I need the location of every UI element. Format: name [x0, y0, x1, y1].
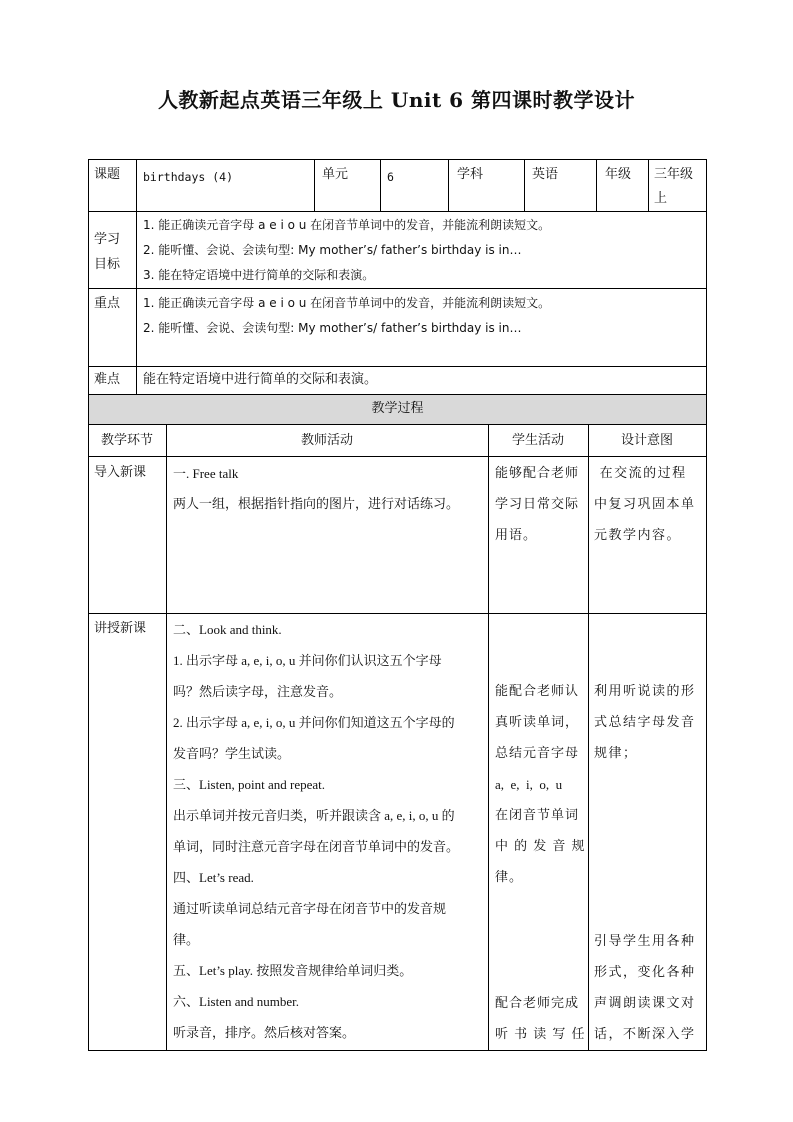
- objectives-label-line1: 学习: [94, 232, 121, 247]
- intent-line: 声调朗读课文对: [594, 996, 696, 1011]
- student-line: a, e, i, o, u: [495, 777, 563, 792]
- intent-line: 中复习巩固本单: [594, 497, 696, 512]
- teacher-line: 出示单词并按元音归类，听并跟读含 a, e, i, o, u 的: [173, 808, 455, 823]
- difficulty-label: 难点: [94, 372, 121, 387]
- student-line: 能够配合老师: [495, 466, 580, 481]
- student-line: 中 的 发 音 规: [495, 839, 586, 854]
- teacher-line: 律。: [173, 932, 200, 947]
- teacher-line: 1. 出示字母 a, e, i, o, u 并问你们认识这五个字母: [173, 653, 442, 668]
- teacher-line: 五、Let’s play. 按照发音规律给单词归类。: [173, 963, 413, 978]
- stage-intro: 导入新课: [94, 465, 147, 480]
- grade-label: 年级: [605, 167, 632, 182]
- teacher-line: 2. 出示字母 a, e, i, o, u 并问你们知道这五个字母的: [173, 715, 455, 730]
- teacher-activity-intro: [173, 458, 459, 520]
- design-intent-intro: [594, 458, 696, 551]
- subject-label: 学科: [457, 167, 484, 182]
- student-line: 用语。: [495, 528, 538, 543]
- topic-label: 课题: [94, 167, 121, 182]
- student-line: 能配合老师认: [495, 684, 580, 699]
- objective-item: 3. 能在特定语境中进行简单的交际和表演。: [143, 268, 375, 282]
- student-line: 律。: [495, 870, 524, 885]
- intent-line: 元教学内容。: [594, 528, 682, 543]
- student-activity-intro: [495, 458, 579, 551]
- teacher-line: 六、Listen and number.: [173, 994, 300, 1009]
- teacher-line: 三、Listen, point and repeat.: [173, 777, 325, 792]
- student-line: 在闭音节单词: [495, 808, 580, 823]
- col-header-student: 学生活动: [511, 433, 564, 448]
- teacher-activity-new: [173, 614, 459, 1048]
- teacher-line: 二、Look and think.: [173, 622, 282, 637]
- intent-line: 利用听说读的形: [594, 684, 696, 699]
- teacher-line: 两人一组，根据指针指向的图片，进行对话练习。: [173, 497, 460, 512]
- topic-value: birthdays (4): [143, 170, 234, 184]
- teacher-line: 听录音，排序。然后核对答案。: [173, 1025, 356, 1040]
- key-point-item: 1. 能正确读元音字母 a e i o u 在闭音节单词中的发音，并能流利朗读短文。: [143, 296, 551, 310]
- teacher-line: 四、Let’s read.: [173, 870, 254, 885]
- student-activity-new-b: [495, 988, 586, 1050]
- student-line: 总结元音字母: [495, 746, 580, 761]
- intent-line: 式总结字母发音: [594, 715, 696, 730]
- intent-line: 话，不断深入学: [594, 1027, 696, 1042]
- stage-new-lesson: 讲授新课: [94, 621, 147, 636]
- teacher-line: 单词，同时注意元音字母在闭音节单词中的发音。: [173, 839, 460, 854]
- student-line: 真听读单词，: [495, 715, 580, 730]
- objectives-label-line2: 目标: [94, 257, 121, 272]
- teacher-line: 一. Free talk: [173, 466, 239, 481]
- design-intent-new-b: [594, 926, 696, 1050]
- teacher-line: 发音吗？学生试读。: [173, 746, 291, 761]
- student-line: 配合老师完成: [495, 996, 580, 1011]
- key-point-item: 2. 能听懂、会说、会读句型: My mother’s/ father’s birthday is in…: [143, 321, 522, 335]
- intent-line: 在交流的过程: [594, 466, 687, 481]
- col-header-teacher: 教师活动: [300, 433, 353, 448]
- grade-value-line2: 上: [654, 191, 668, 206]
- intent-line: 引导学生用各种: [594, 934, 696, 949]
- intent-line: 规律；: [594, 746, 638, 761]
- grade-value-line1: 三年级: [654, 167, 694, 182]
- student-line: 学习日常交际: [495, 497, 580, 512]
- process-title: 教学过程: [371, 401, 424, 416]
- unit-label: 单元: [322, 167, 349, 182]
- teacher-line: 吗？然后读字母，注意发音。: [173, 684, 343, 699]
- difficulty-text: 能在特定语境中进行简单的交际和表演。: [143, 372, 378, 387]
- objective-item: 2. 能听懂、会说、会读句型: My mother’s/ father’s birthday is in…: [143, 243, 522, 257]
- page-title: 人教新起点英语三年级上 Unit 6 第四课时教学设计: [157, 88, 636, 112]
- col-header-intent: 设计意图: [620, 433, 673, 448]
- student-line: 听 书 读 写 任: [495, 1027, 586, 1042]
- key-points-label: 重点: [94, 296, 121, 311]
- unit-value: 6: [387, 170, 394, 184]
- objective-item: 1. 能正确读元音字母 a e i o u 在闭音节单词中的发音，并能流利朗读短文。: [143, 218, 551, 232]
- col-header-stage: 教学环节: [100, 433, 153, 448]
- design-intent-new-a: [594, 676, 696, 769]
- intent-line: 形式，变化各种: [594, 965, 696, 980]
- teacher-line: 通过听读单词总结元音字母在闭音节中的发音规: [173, 901, 447, 916]
- subject-value: 英语: [532, 167, 559, 182]
- student-activity-new-a: [495, 676, 586, 893]
